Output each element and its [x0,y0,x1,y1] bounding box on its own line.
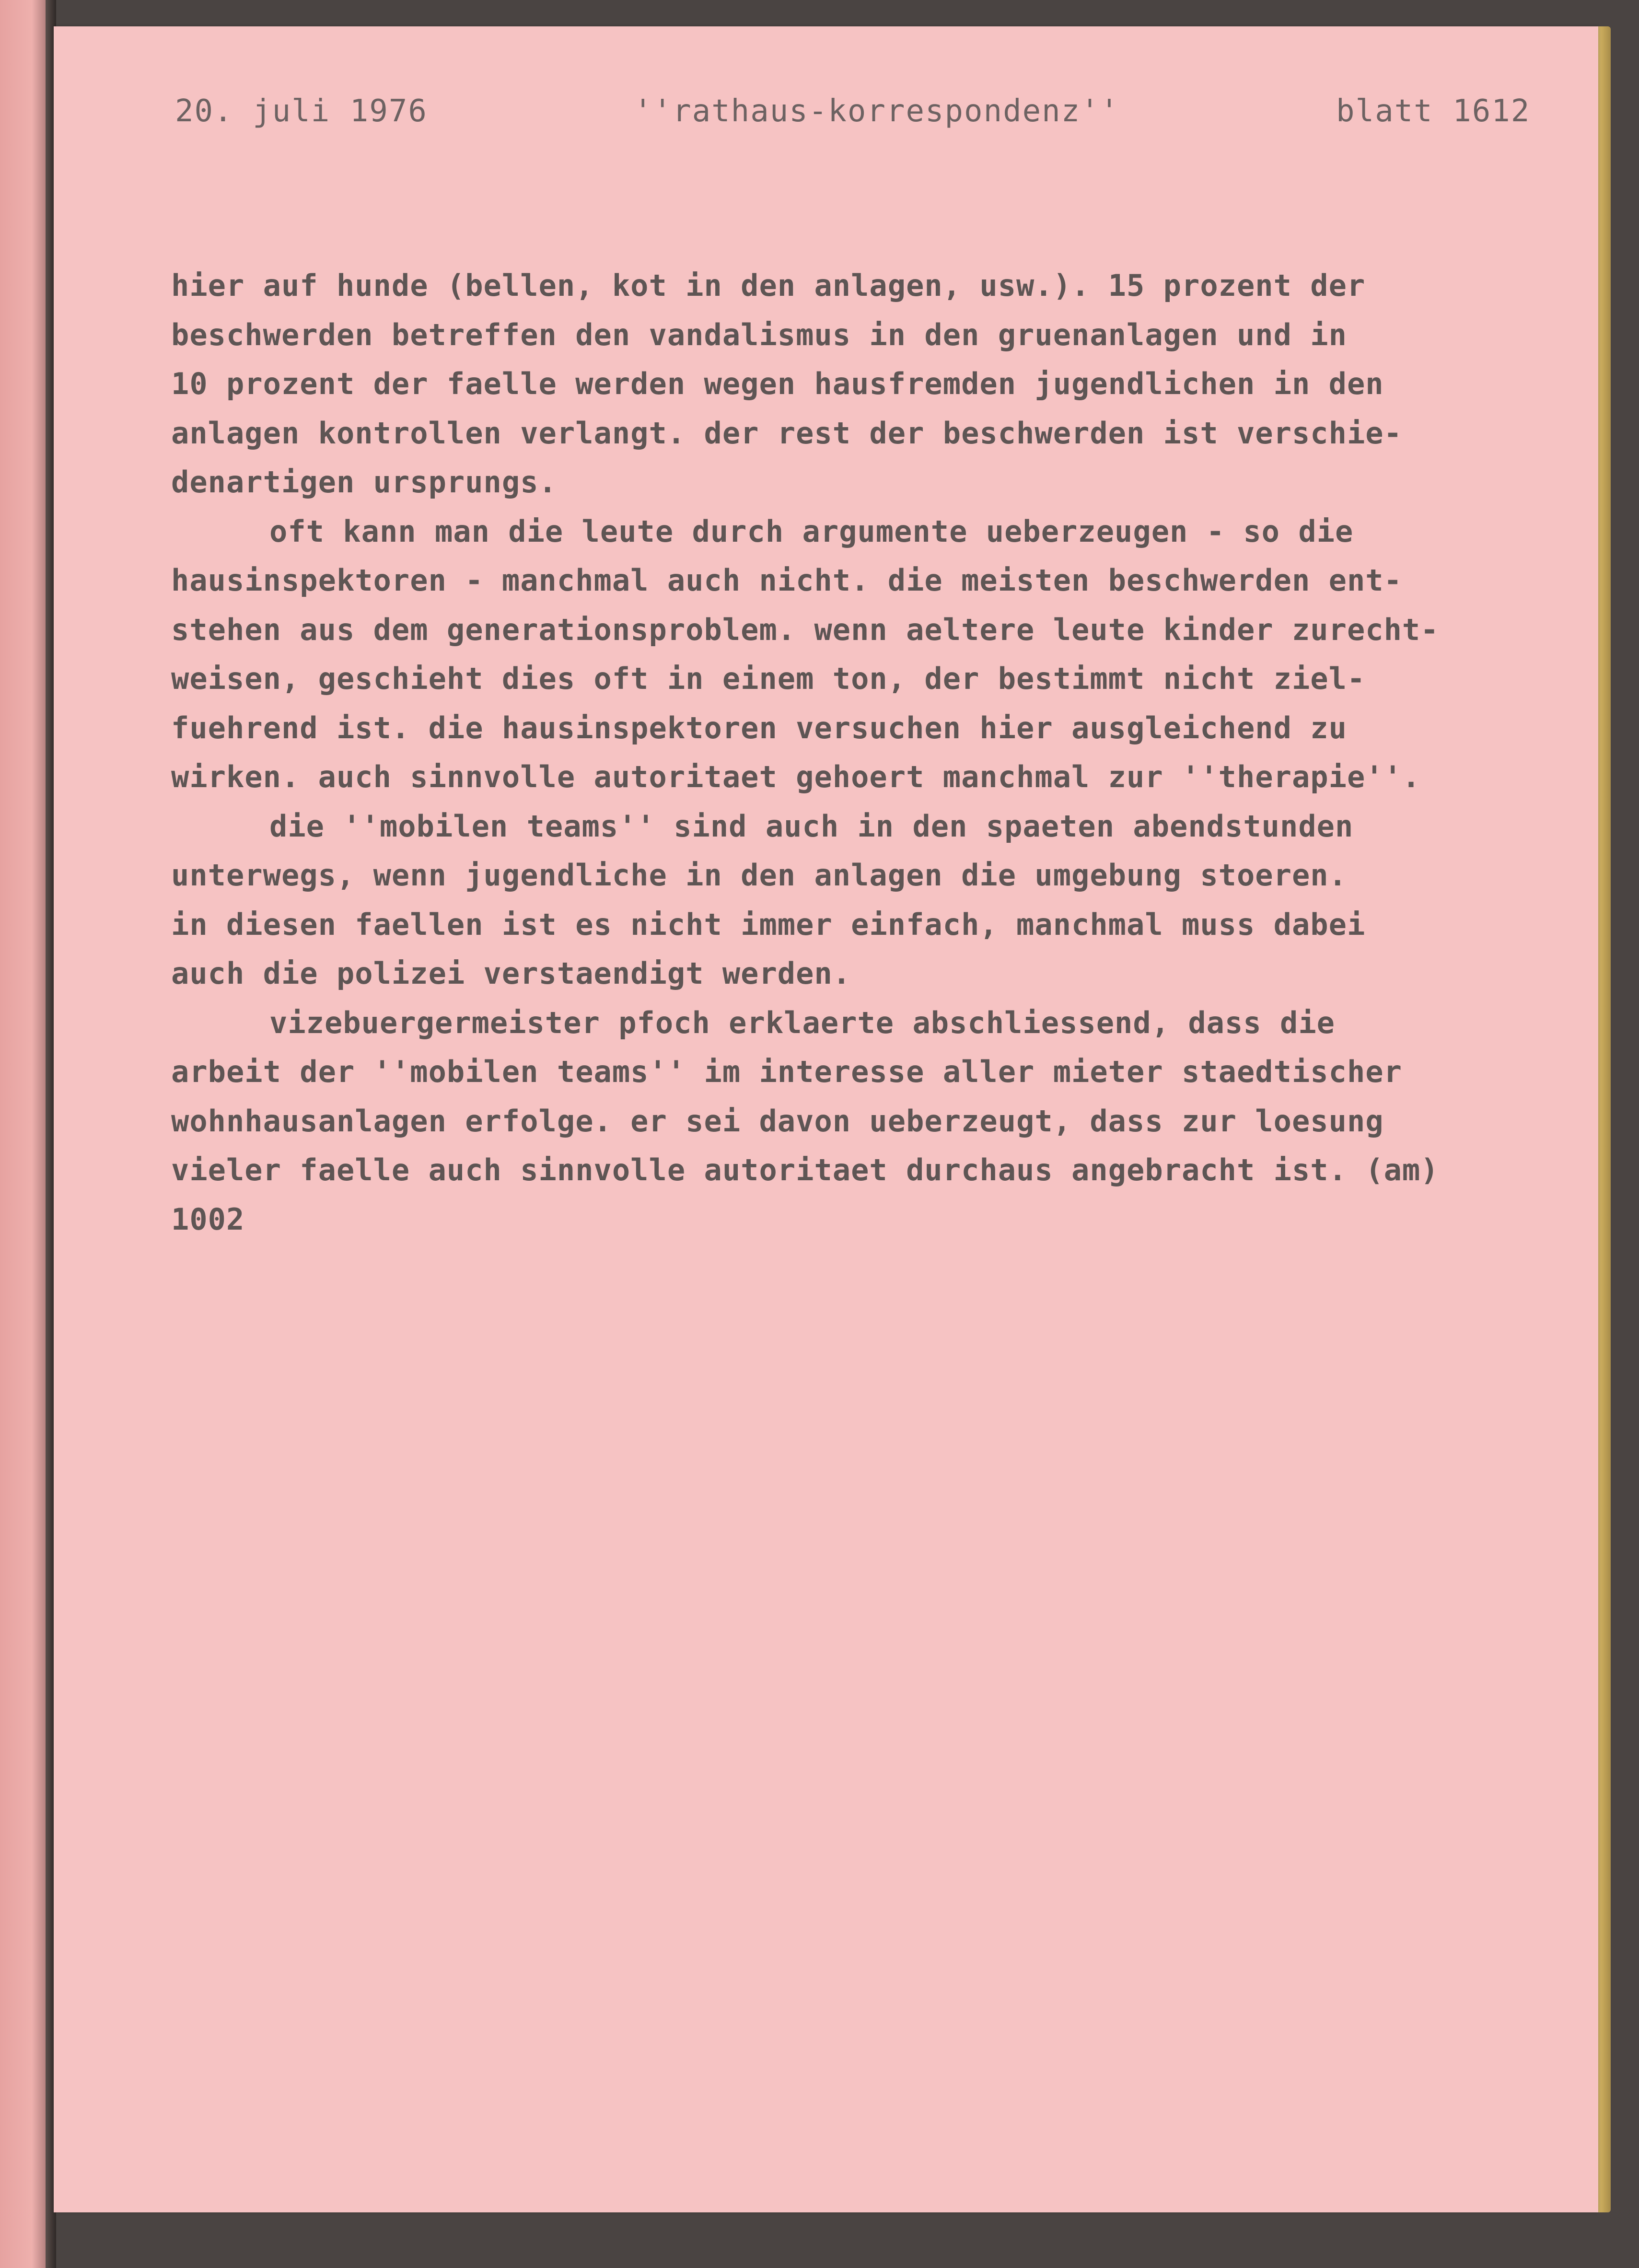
text-line: 10 prozent der faelle werden wegen hausfremden jugendlichen in den [171,366,1384,401]
text-line: wohnhausanlagen erfolge. er sei davon ueberzeugt, dass zur loesung [171,1103,1384,1139]
text-line: in diesen faellen ist es nicht immer einfach, manchmal muss dabei [171,907,1366,942]
text-line: unterwegs, wenn jugendliche in den anlagen die umgebung stoeren. [171,858,1347,893]
text-line: vieler faelle auch sinnvolle autoritaet durchaus angebracht ist. (am) [171,1152,1439,1187]
text-line: weisen, geschieht dies oft in einem ton, der bestimmt nicht ziel- [171,661,1366,696]
text-line: hier auf hunde (bellen, kot in den anlagen, usw.). 15 prozent der [171,268,1366,303]
header-publication: ''rathaus-korrespondenz'' [634,93,1120,129]
header-sheet-number: blatt 1612 [1336,93,1531,129]
text-line: hausinspektoren - manchmal auch nicht. die meisten beschwerden ent- [171,563,1402,598]
text-line-paragraph-start: oft kann man die leute durch argumente ueberzeugen - so die [269,513,1354,549]
text-line-paragraph-start: vizebuergermeister pfoch erklaerte abschliessend, dass die [269,1005,1335,1040]
left-page-edge [0,0,46,2268]
document-number: 1002 [171,1201,245,1237]
text-line: denartigen ursprungs. [171,465,557,500]
text-line: beschwerden betreffen den vandalismus in den gruenanlagen und in [171,317,1347,352]
text-line: arbeit der ''mobilen teams'' im interesse aller mieter staedtischer [171,1054,1402,1089]
page-header [54,93,1598,137]
text-line-paragraph-start: die ''mobilen teams'' sind auch in den spaeten abendstunden [269,808,1354,844]
header-date: 20. juli 1976 [175,93,428,129]
body-text [171,261,1561,1244]
text-line: stehen aus dem generationsproblem. wenn aeltere leute kinder zurecht- [171,612,1439,647]
document-page [54,26,1598,2212]
text-line: anlagen kontrollen verlangt. der rest der beschwerden ist verschie- [171,415,1402,451]
text-line: wirken. auch sinnvolle autoritaet gehoert manchmal zur ''therapie''. [171,759,1421,794]
text-line: fuehrend ist. die hausinspektoren versuchen hier ausgleichend zu [171,710,1347,745]
text-line: auch die polizei verstaendigt werden. [171,956,851,991]
